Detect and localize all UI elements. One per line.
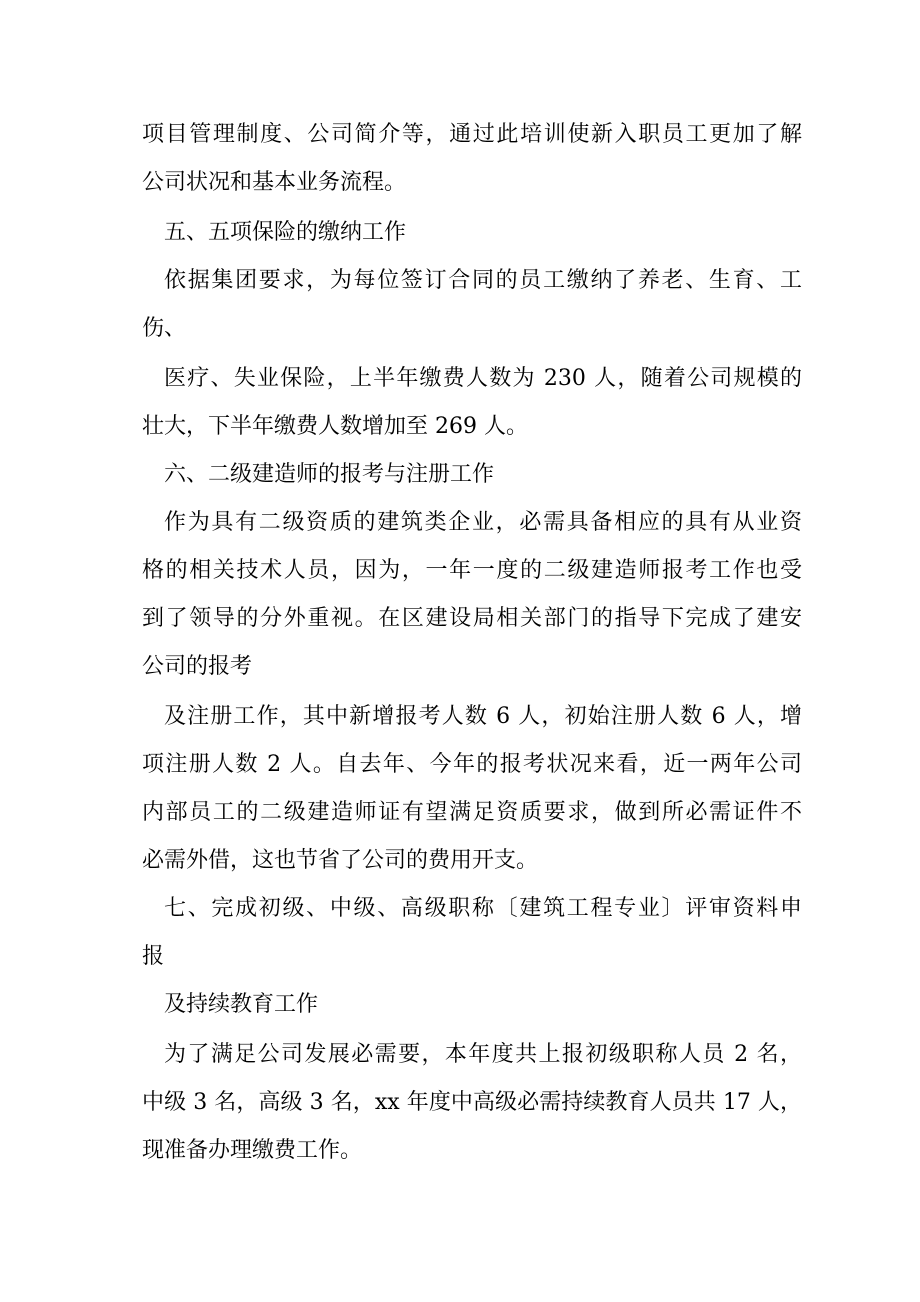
- text-line: 伤、: [142, 316, 187, 341]
- text-line: 必需外借，这也节省了公司的费用开支。: [142, 848, 539, 873]
- section-heading: 六、二级建造师的报考与注册工作: [164, 462, 495, 487]
- text-line: 医疗、失业保险，上半年缴费人数为 230 人，随着公司规模的: [164, 366, 802, 391]
- text-line: 及注册工作，其中新增报考人数 6 人，初始注册人数 6 人，增: [164, 704, 802, 729]
- text-line: 中级 3 名，高级 3 名，xx 年度中高级必需持续教育人员共 17 人，: [142, 1090, 802, 1115]
- text-line: 公司的报考: [142, 654, 253, 679]
- text-line: 到了领导的分外重视。在区建设局相关部门的指导下完成了建安: [142, 606, 802, 631]
- text-line: 现准备办理缴费工作。: [142, 1138, 363, 1163]
- text-line: 项目管理制度、公司简介等，通过此培训使新入职员工更加了解: [142, 122, 802, 147]
- section-heading: 报: [142, 944, 165, 969]
- text-line: 项注册人数 2 人。自去年、今年的报考状况来看，近一两年公司: [142, 752, 802, 777]
- text-line: 公司状况和基本业务流程。: [142, 170, 407, 195]
- section-heading: 及持续教育工作: [164, 992, 319, 1017]
- text-line: 内部员工的二级建造师证有望满足资质要求，做到所必需证件不: [142, 800, 802, 825]
- text-line: 壮大，下半年缴费人数增加至 269 人。: [142, 414, 528, 439]
- section-heading: 五、五项保险的缴纳工作: [164, 220, 407, 245]
- text-line: 作为具有二级资质的建筑类企业，必需具备相应的具有从业资: [164, 510, 802, 535]
- section-heading: 七、完成初级、中级、高级职称〔建筑工程专业〕评审资料申: [164, 896, 802, 921]
- text-line: 依据集团要求，为每位签订合同的员工缴纳了养老、生育、工: [164, 268, 802, 293]
- text-line: 格的相关技术人员，因为，一年一度的二级建造师报考工作也受: [142, 558, 802, 583]
- text-line: 为了满足公司发展必需要，本年度共上报初级职称人员 2 名，: [164, 1042, 802, 1067]
